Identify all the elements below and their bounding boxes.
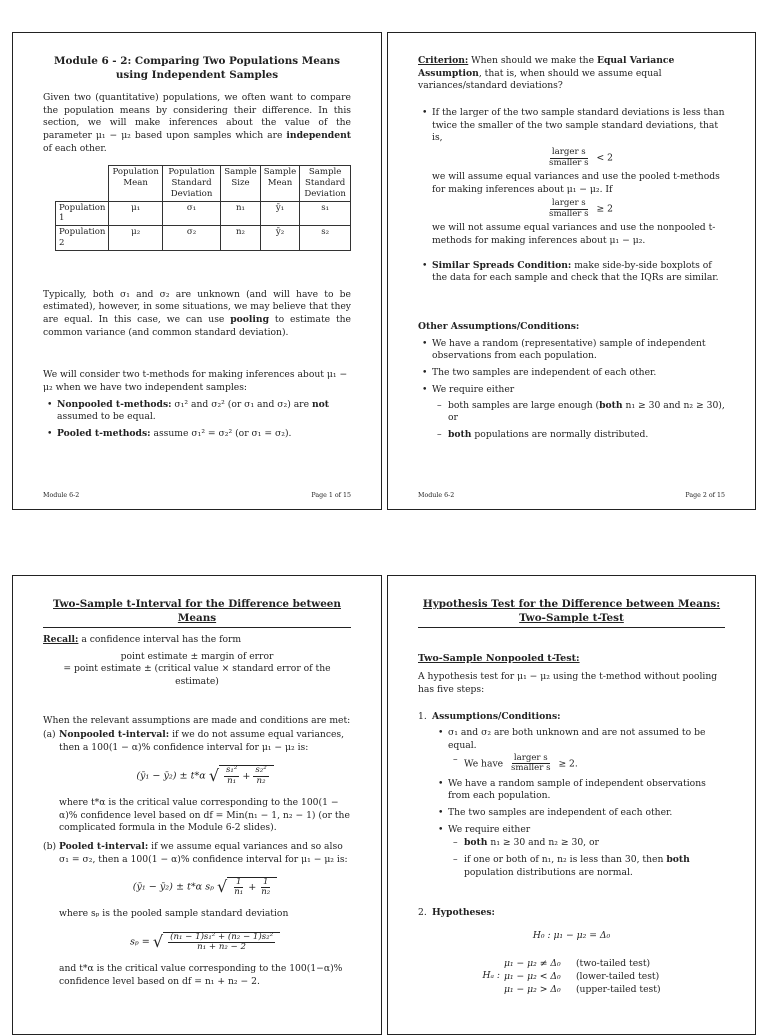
other-assumptions-list (418, 338, 725, 442)
table-cell: σ₁ (162, 201, 220, 225)
list-item: • We have a random (representative) sample of independent observations from each population. (432, 338, 725, 363)
table-header-cell: Population Standard Deviation (162, 166, 220, 201)
table-header-cell (56, 166, 109, 201)
list-item: • Similar Spreads Condition: make side-by-side boxplots of the data for each sample and check that the IQRs are similar. (432, 260, 725, 285)
footer-module: Module 6-2 (418, 492, 455, 500)
nonpooled-interval-item: (a) Nonpooled t-interval: if we do not assume equal variances, then a 100(1 − α)% confidence interval for μ₁ − μ₂ is: (ȳ₁ − ȳ₂) ± t*α √ $\frac{\text{s₁²}}{\text{n₁}}$ + $\frac{\text{s₂²}}{\text{n₂}}$ where t*α is the critical value corresponding to the 100(1 − α)% confidence level based on df = Min(n₁ − 1, n₂ − 1) (or the complicated formula in the Module 6-2 slides). (43, 729, 350, 834)
table-row (56, 201, 351, 225)
table-cell: μ₁ (109, 201, 162, 225)
table-cell: s₂ (300, 226, 351, 250)
list-item: • σ₁ and σ₂ are both unknown and are not assumed to be equal. – We have $\frac{\text{larger s}}{\text{smaller s}}$ ≥ 2. (448, 727, 725, 773)
intro-paragraph: Given two (quantitative) populations, we often want to compare the population means by considering their difference. In this section, we will make inferences about the value of the parameter μ₁ − μ₂ based upon samples which are independent of each other. (43, 92, 351, 154)
pooled-interval-item: (b) Pooled t-interval: if we assume equal variances and so also σ₁ = σ₂, then a 100(1 − α)% confidence interval for μ₁ − μ₂ is: (ȳ₁ − ȳ₂) ± t*α sₚ √ $\frac{1}{\text{n₁}}$ + $\frac{1}{\text{n₂}}$ where sₚ is the pooled sample standard deviation sₚ = √ $\frac{\text{(n₁ − 1)s₁² + (n₂ − 1)s₂²}}{\text{n₁ + n₂ − 2}}$ and t*α is the critical value corresponding to the 100(1−α)% confidence level based on df = n₁ + n₂ − 2. (43, 841, 351, 989)
null-hypothesis: H₀ : μ₁ − μ₂ = Δ₀ (532, 930, 611, 942)
conditions-intro: When the relevant assumptions are made and conditions are met: (43, 714, 351, 726)
pooled-interval-formula: (ȳ₁ − ȳ₂) ± t*α sₚ √ $\frac{1}{\text{n₁}}$ + $\frac{1}{\text{n₂}}$ (59, 876, 351, 898)
page-footer (43, 492, 351, 501)
ci-form-line-2: = point estimate ± (critical value × standard error of the estimate) (63, 663, 331, 688)
list-item: • The two samples are independent of each other. (448, 807, 725, 820)
list-item: – both samples are large enough (both n₁ ≥ 30 and n₂ ≥ 30), or (448, 400, 725, 425)
page-title: Hypothesis Test for the Difference between Means: Two-Sample t-Test (422, 598, 721, 624)
list-item: • We have a random sample of independent observations from each population. (448, 778, 725, 803)
page-title: Two-Sample t-Interval for the Difference between Means (53, 598, 341, 624)
test-intro: A hypothesis test for μ₁ − μ₂ using the t-method without pooling has five steps: (418, 671, 718, 695)
table-cell: μ₂ (109, 226, 162, 250)
list-item: • Pooled t-methods: assume σ₁² = σ₂² (or σ₁ = σ₂). (57, 428, 351, 441)
list-item: • We require either – both samples are large enough (both n₁ ≥ 30 and n₂ ≥ 30), or – both populations are normally distributed. (432, 384, 725, 442)
page-footer (418, 492, 725, 501)
list-item: – both n₁ ≥ 30 and n₂ ≥ 30, or (464, 837, 725, 850)
page-3 (12, 575, 382, 1035)
table-header-row (56, 166, 351, 201)
divider (418, 627, 725, 628)
table-cell: s₁ (300, 201, 351, 225)
table-header-cell: Population Mean (109, 166, 162, 201)
footer-module: Module 6-2 (43, 492, 80, 500)
page-4 (387, 575, 756, 1035)
list-item: • We require either – both n₁ ≥ 30 and n₂ ≥ 30, or – if one or both of n₁, n₂ is less than 30, then both population distributions are normal. (448, 824, 725, 880)
table-cell: Population 2 (56, 226, 109, 250)
table-cell: ȳ₁ (260, 201, 300, 225)
section-heading: Two-Sample Nonpooled t-Test: (418, 653, 580, 665)
table-cell: σ₂ (162, 226, 220, 250)
list-item: • The two samples are independent of each other. (432, 367, 725, 380)
page-title: Module 6 - 2: Comparing Two Populations Means using Independent Samples (54, 55, 340, 81)
list-item: – We have $\frac{\text{larger s}}{\text{smaller s}}$ ≥ 2. (464, 754, 725, 774)
table-header-cell: Sample Size (221, 166, 261, 201)
table-cell: Population 1 (56, 201, 109, 225)
criterion-paragraph: Criterion: When should we make the Equal Variance Assumption, that is, when should we assume equal variances/standard deviations? (418, 55, 675, 92)
table-cell: n₁ (221, 201, 261, 225)
nonpooled-interval-formula: (ȳ₁ − ȳ₂) ± t*α √ $\frac{\text{s₁²}}{\text{n₁}}$ + $\frac{\text{s₂²}}{\text{n₂}}$ (59, 765, 351, 787)
table-header-cell: Sample Standard Deviation (300, 166, 351, 201)
step-2: 2. Hypotheses: H₀ : μ₁ − μ₂ = Δ₀ Hₐ : μ₁ − μ₂ ≠ Δ₀ (two-tailed test) μ₁ − μ₂ < Δ₀ (lower-tailed test) μ₁ − μ₂ > Δ₀ (upper-tailed test) (418, 907, 725, 996)
footer-page-number: Page 1 of 15 (311, 492, 351, 500)
table-row (56, 226, 351, 250)
criterion-list (418, 107, 725, 285)
table-header-cell: Sample Mean (260, 166, 300, 201)
table-cell: ȳ₂ (260, 226, 300, 250)
methods-paragraph: We will consider two t-methods for making inferences about μ₁ − μ₂ when we have two independent samples: (43, 369, 348, 394)
alternative-hypotheses: Hₐ : μ₁ − μ₂ ≠ Δ₀ (two-tailed test) μ₁ − μ₂ < Δ₀ (lower-tailed test) μ₁ − μ₂ > Δ₀ (upper-tailed test) (482, 957, 661, 996)
list-item: – if one or both of n₁, n₂ is less than 30, then both population distributions are normal. (464, 854, 725, 879)
other-assumptions-heading: Other Assumptions/Conditions: (418, 321, 580, 333)
ratio-lt2-formula: $\frac{\text{larger s}}{\text{smaller s}}$ < 2 (549, 147, 613, 168)
table-cell: n₂ (221, 226, 261, 250)
methods-list (43, 399, 351, 441)
ratio-ge2-formula: $\frac{\text{larger s}}{\text{smaller s}}$ ≥ 2 (549, 198, 613, 219)
footer-page-number: Page 2 of 15 (685, 492, 725, 500)
ci-form-line-1: point estimate ± margin of error (120, 650, 274, 662)
divider (43, 627, 351, 628)
page-2 (387, 32, 756, 510)
pooling-paragraph: Typically, both σ₁ and σ₂ are unknown (and will have to be estimated), however, in some situations, we may believe that they are equal. In this case, we can use pooling to estimate the common variance (and common standard deviation). (43, 288, 351, 338)
list-item: – both populations are normally distributed. (448, 429, 725, 442)
list-item: • Nonpooled t-methods: σ₁² and σ₂² (or σ₁ and σ₂) are not assumed to be equal. (57, 399, 351, 424)
recall-line: Recall: a confidence interval has the form (43, 634, 242, 646)
pooled-sd-formula: sₚ = √ $\frac{\text{(n₁ − 1)s₁² + (n₂ − 1)s₂²}}{\text{n₁ + n₂ − 2}}$ (59, 931, 351, 953)
page-1 (12, 32, 382, 510)
notation-table (55, 165, 351, 250)
list-item: • If the larger of the two sample standard deviations is less than twice the smaller of the two sample standard deviations, that is, $\frac{\text{larger s}}{\text{smaller s}}$ < 2 we will assume equal variances and use the pooled t-methods for making inferences about μ₁ − μ₂. If $\frac{\text{larger s}}{\text{smaller s}}$ ≥ 2 we will not assume equal variances and use the nonpooled t-methods for making inferences about μ₁ − μ₂. (432, 107, 725, 248)
step-1: 1. Assumptions/Conditions: • σ₁ and σ₂ are both unknown and are not assumed to be equal. – We have $\frac{\text{larger s}}{\text{smaller s}}$ ≥ 2. • We have a random sample of independent observations from each population. • The two samples are independent of each other. • We require either – both n₁ ≥ 30 and n₂ ≥ 30, or – if one or both of n₁, n₂ is less than 30, then both population distributions are normal. (418, 711, 725, 880)
